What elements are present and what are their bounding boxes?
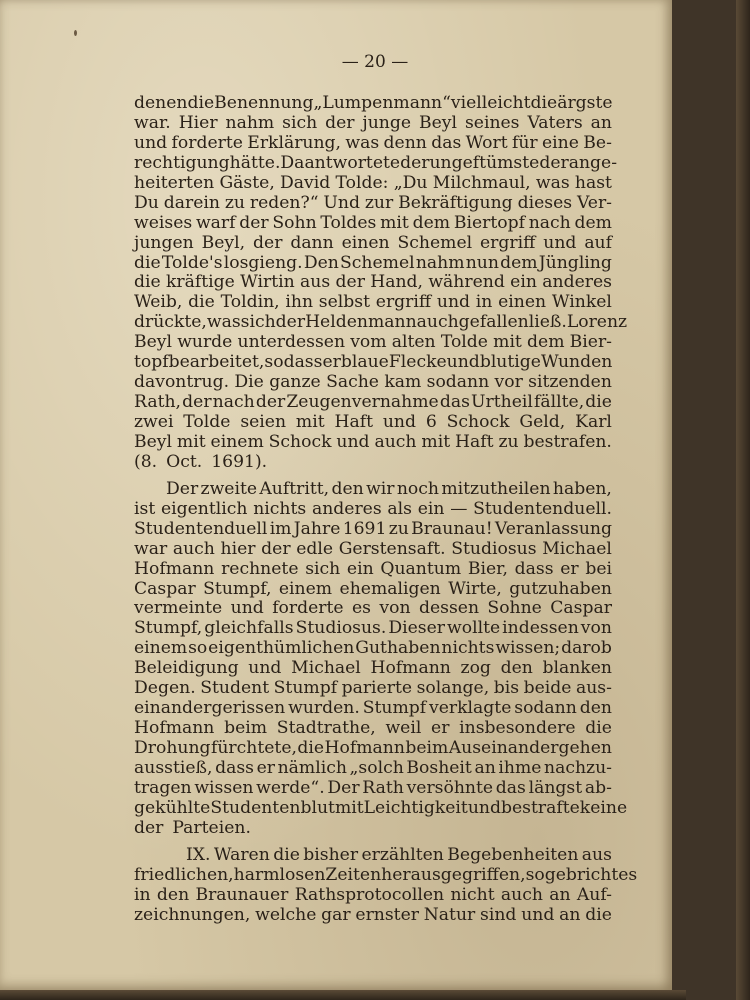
text-line: weises warf der Sohn Toldes mit dem Biertopf nach dem [134,212,612,233]
text-line: die Tolde's losgieng. Den Schemel nahm nun dem Jüngling [134,252,612,273]
text-line: in den Braunauer Rathsprotocollen nicht auch an Auf- [134,884,612,905]
text-line: Hofmann beim Stadtrathe, weil er insbesondere die [134,718,612,739]
book-bottom-edge [0,990,686,1000]
text-line: Drohung fürchtete, die Hofmann beim Auseinandergehen [134,738,612,758]
ink-speck [74,30,77,36]
page-number: — 20 — [341,52,409,72]
text-line: zeichnungen, welche gar ernster Natur sind und an die [134,904,612,925]
text-line: war auch hier der edle Gerstensaft. Studiosus Michael [134,538,612,559]
text-line: Stumpf, gleichfalls Studiosus. Dieser wollte indessen von [134,618,612,639]
text-line: Beyl wurde unterdessen vom alten Tolde mit dem Bier- [134,332,612,353]
text-line: tragen wissen werde“. Der Rath versöhnte das längst ab- [134,777,612,798]
text-line: ausstieß, dass er nämlich „solch Bosheit an ihme nachzu- [134,757,612,778]
text-line: denen die Benennung „Lumpenmann“ vielleicht die ärgste [134,93,613,113]
body-text [134,93,638,925]
text-line: (8. Oct. 1691). [134,451,268,472]
text-line: jungen Beyl, der dann einen Schemel ergriff und auf [134,232,612,253]
text-line: rechtigung hätte. Da antwortete der ungeftümste der ange- [134,152,618,173]
text-line: gekühlte Studentenblut mit Leichtigkeit und bestrafte keine [134,797,628,818]
text-line: Hofmann rechnete sich ein Quantum Bier, dass er bei [134,558,612,579]
paragraph-1 [134,93,628,473]
book-binding-edge [736,0,750,1000]
text-line: davontrug. Die ganze Sache kam sodann vor sitzenden [134,372,612,393]
text-line: Caspar Stumpf, einem ehemaligen Wirte, gutzuhaben [134,578,612,599]
text-line: Degen. Student Stumpf parierte solange, bis beide aus- [134,678,612,699]
text-line: Studentenduell im Jahre 1691 zu Braunau! Veranlassung [134,518,612,539]
text-line: Beyl mit einem Schock und auch mit Haft zu bestrafen. [134,431,612,452]
text-line: war. Hier nahm sich der junge Beyl seines Vaters an [134,112,612,133]
text-line: topf bearbeitet, so dass er blaue Flecke und blutige Wunden [134,352,613,373]
text-line: drückte, was sich der Heldenmann auch gefallen ließ. Lorenz [134,312,628,333]
text-line: Der zweite Auftritt, den wir noch mitzutheilen haben, [166,478,612,499]
text-line: einandergerissen wurden. Stumpf verklagte sodann den [134,698,612,719]
text-line: der Parteien. [134,817,251,838]
text-line: vermeinte und forderte es von dessen Sohne Caspar [134,598,612,619]
text-line: friedlichen, harmlosen Zeiten herausgegriffen, so gebricht es [134,864,638,885]
text-line: Du darein zu reden?“ Und zur Bekräftigung dieses Ver- [134,192,612,213]
text-line: und forderte Erklärung, was denn das Wort für eine Be- [134,132,612,153]
text-line: die kräftige Wirtin aus der Hand, während ein anderes [134,272,612,293]
text-line: Beleidigung und Michael Hofmann zog den blanken [134,658,612,679]
paragraph-2 [134,478,628,839]
text-line: einem so eigenthümlichen Guthaben nichts wissen; darob [134,638,612,659]
text-line: Weib, die Toldin, ihn selbst ergriff und in einen Winkel [134,292,612,313]
text-line: heiterten Gäste, David Tolde: „Du Milchmaul, was hast [134,172,612,193]
text-line: ist eigentlich nichts anderes als ein — Studentenduell. [134,498,612,519]
paragraph-3 [134,844,638,926]
text-line: IX. Waren die bisher erzählten Begebenheiten aus [186,844,612,865]
text-line: Rath, der nach der Zeugenvernahme das Urtheil fällte, die [134,392,612,413]
text-line: zwei Tolde seien mit Haft und 6 Schock Geld, Karl [134,412,612,432]
